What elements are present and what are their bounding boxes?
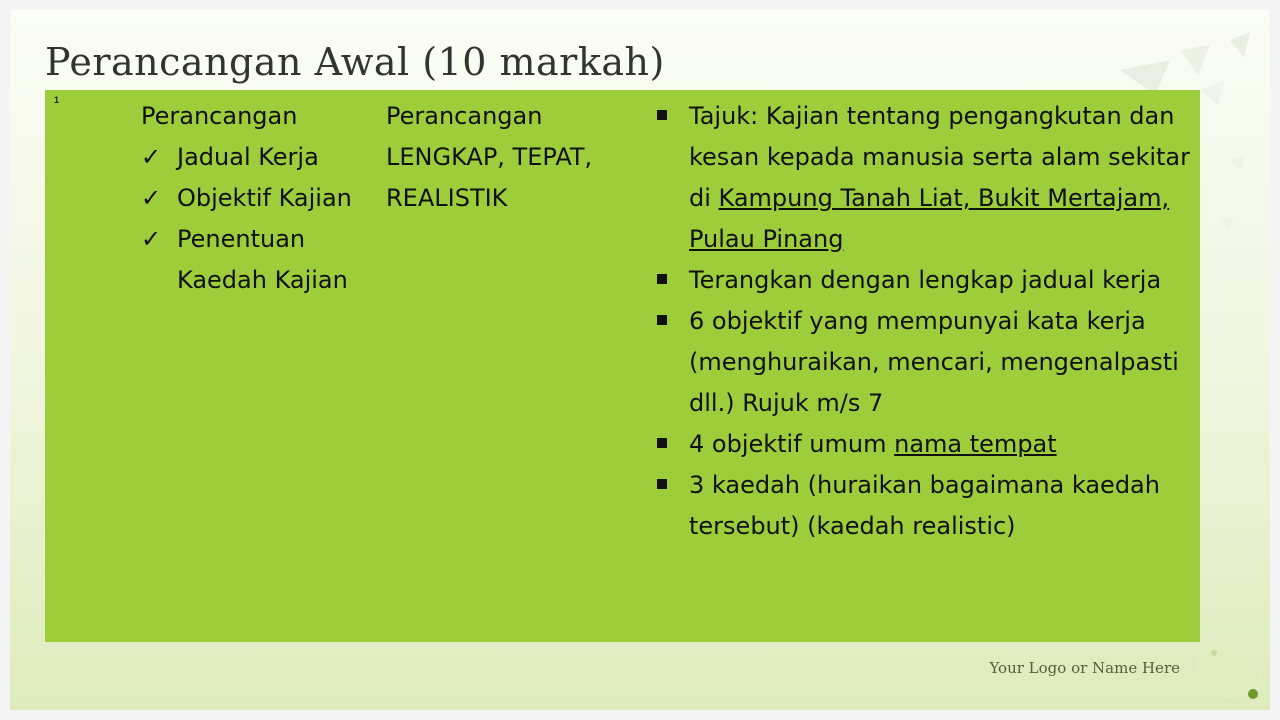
criteria-line: Perancangan [386,102,543,130]
column-heading: Perancangan [141,102,298,130]
bullet-text: Terangkan dengan lengkap jadual kerja [689,266,1162,294]
check-item-label: Penentuan Kaedah Kajian [177,225,348,294]
checkmark-icon: ✓ [141,143,162,171]
bullet-text: Tajuk: Kajian tentang pengangkutan dan kesan kepada manusia serta alam sekitar di [689,102,1190,212]
checkmark-icon: ✓ [141,184,162,212]
bullet-text: 6 objektif yang mempunyai kata kerja (menghuraikan, mencari, mengenalpasti dll.) Rujuk m/s 7 [689,307,1179,417]
decorative-circle [1190,625,1270,710]
bullet-item [653,301,1198,424]
check-item-label: Objektif Kajian [177,184,352,212]
square-bullet-icon [657,274,667,284]
square-bullet-icon [657,315,667,325]
bullet-text: 4 objektif umum [689,430,895,458]
square-bullet-icon [657,438,667,448]
square-bullet-icon [657,110,667,120]
bullet-item [653,96,1198,260]
slide-title: Perancangan Awal (10 markah) [45,40,665,84]
bullet-underlined-text: Kampung Tanah Liat, Bukit Mertajam, Pulau Pinang [689,184,1170,253]
square-bullet-icon [657,479,667,489]
check-item [141,219,381,301]
bullet-item [653,260,1198,301]
criteria-line: REALISTIK [386,184,508,212]
slide [10,10,1270,710]
column-criteria [386,96,616,219]
slide-number: 1 [54,95,60,105]
check-item [141,178,381,219]
bullet-text: 3 kaedah (huraikan bagaimana kaedah tersebut) (kaedah realistic) [689,471,1160,540]
check-item [141,137,381,178]
column-details [653,96,1198,547]
check-item-label: Jadual Kerja [177,143,319,171]
checkmark-icon: ✓ [141,225,162,253]
bullet-item [653,424,1198,465]
bullet-item [653,465,1198,547]
footer-logo-text: Your Logo or Name Here [989,659,1180,677]
bullet-underlined-text: nama tempat [894,430,1057,458]
column-perancangan [141,96,381,301]
content-box [45,90,1200,642]
criteria-line: LENGKAP, TEPAT, [386,143,593,171]
